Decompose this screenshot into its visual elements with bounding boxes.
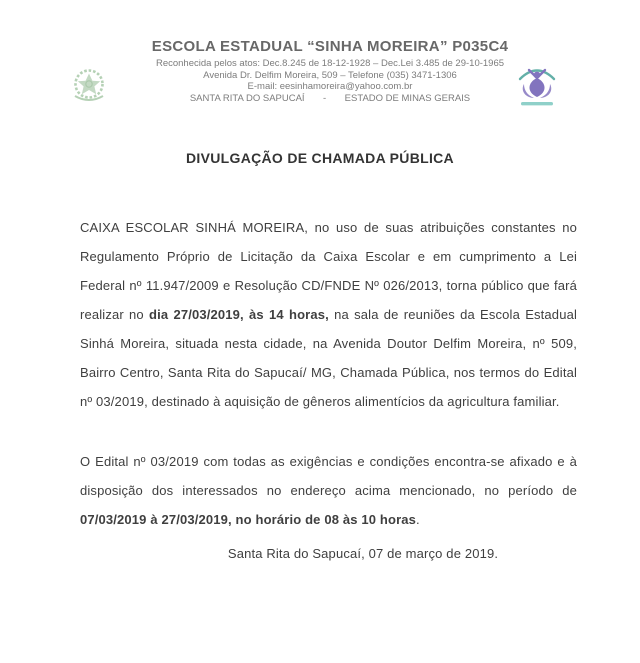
letterhead-email: E-mail: eesinhamoreira@yahoo.com.br [247, 81, 413, 92]
letterhead-city-state: SANTA RITA DO SAPUCAÍ - ESTADO DE MINAS GERAIS [189, 92, 471, 104]
school-name: ESCOLA ESTADUAL “SINHA MOREIRA” P035C4 [151, 38, 509, 55]
letterhead-recognition: Reconhecida pelos atos: Dec.8.245 de 18-12-1928 – Dec.Lei 3.485 de 29-10-1965 [155, 58, 505, 69]
coat-of-arms-svg [66, 64, 112, 110]
paragraph-announcement: CAIXA ESCOLAR SINHÁ MOREIRA, no uso de suas atribuições constantes no Regulamento Próprio de Licitação da Caixa Escolar e em cumprimento a Lei Federal nº 11.947/2009 e Resolução CD/FNDE Nº 026/2013, torna público que fará realizar no dia 27/03/2019, às 14 horas, na sala de reuniões da Escola Estadual Sinhá Moreira, situada nesta cidade, na Avenida Doutor Delfim Moreira, nº 509, Bairro Centro, Santa Rita do Sapucaí/ MG, Chamada Pública, nos termos do Edital nº 03/2019, destinado à aquisição de gêneros alimentícios da agricultura familiar. [80, 220, 577, 409]
state-coat-of-arms-icon [66, 64, 112, 110]
document-title: DIVULGAÇÃO DE CHAMADA PÚBLICA [186, 150, 454, 166]
paragraph-edital-availability: O Edital nº 03/2019 com todas as exigências e condições encontra-se afixado e à disposição dos interessados no endereço acima mencionado, no período de 07/03/2019 à 27/03/2019, no horário de 08 às 10 horas. [80, 454, 577, 527]
letterhead-address: Avenida Dr. Delfim Moreira, 509 – Telefone (035) 3471-1306 [203, 69, 457, 81]
document-date-line: Santa Rita do Sapucaí, 07 de março de 2019. [227, 546, 499, 561]
letterhead [110, 38, 550, 104]
